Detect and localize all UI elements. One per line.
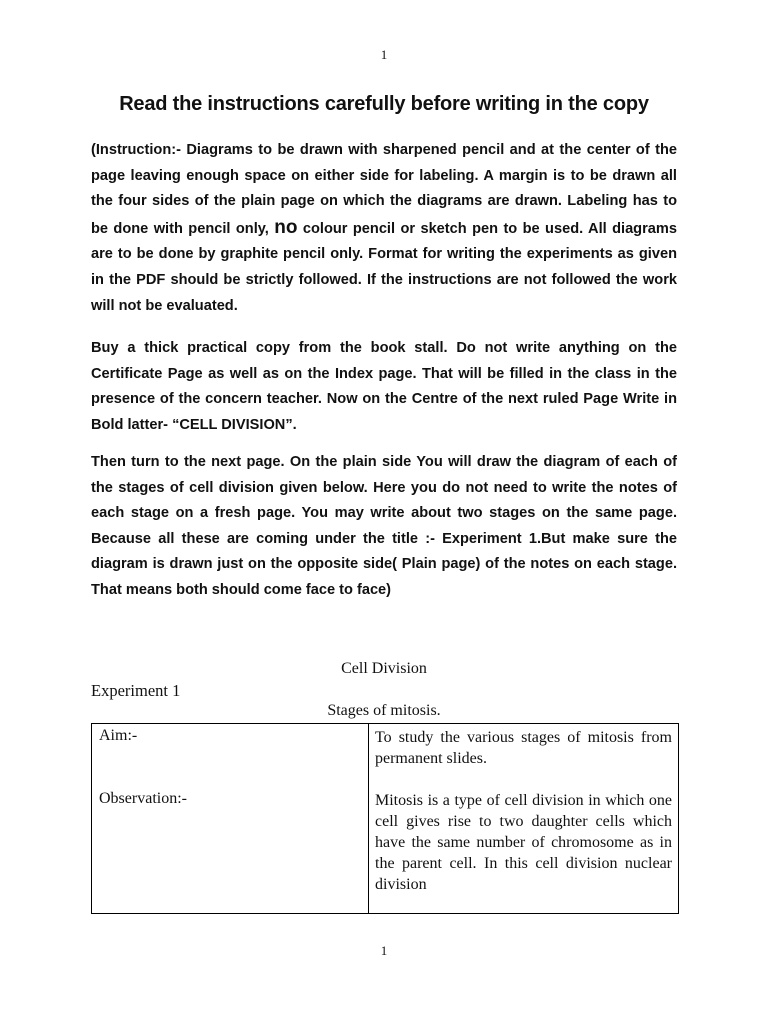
copy-purchase-paragraph: Buy a thick practical copy from the book stall. Do not write anything on the Certificate Page as well as on the Index page. That will be filled in the class in the presence of the concern teacher. Now on the Centre of the next ruled Page Write in Bold latter- “CELL DIVISION”. (91, 340, 677, 433)
experiment-label: Experiment 1 (91, 681, 181, 700)
observation-label: Observation:- (99, 790, 187, 807)
stages-title: Stages of mitosis. (327, 702, 441, 719)
cell-division-title: Cell Division (341, 660, 427, 677)
instruction-emphasis-no: no (274, 216, 298, 238)
page-heading: Read the instructions carefully before writing in the copy (119, 93, 649, 115)
table-column-divider (368, 724, 369, 913)
experiment-table (91, 723, 679, 914)
page-number-top: 1 (380, 47, 388, 62)
page-number-bottom: 1 (380, 943, 388, 958)
aim-text: To study the various stages of mitosis from permanent slides. (375, 729, 672, 767)
aim-label: Aim:- (99, 727, 138, 744)
instruction-text-start: (Instruction:- Diagrams to be drawn with sharpened pencil and at the center of the page leaving enough space on either side for labeling. A margin is to be drawn all the four sides of the plain page on which the diagrams are drawn. Labeling has to be done with pencil only, (91, 142, 677, 237)
instruction-paragraph (91, 138, 677, 319)
diagram-placement-paragraph: Then turn to the next page. On the plain side You will draw the diagram of each of the stages of cell division given below. Here you do not need to write the notes of each stage on a fresh page. You may write about two stages on the same page. Because all these are coming under the title :- Experiment 1.But make sure the diagram is drawn just on the opposite side( Plain page) of the notes on each stage. That means both should come face to face) (91, 454, 677, 598)
observation-text: Mitosis is a type of cell division in which one cell gives rise to two daughter cells which have the same number of chromosome as in the parent cell. In this cell division nuclear division (375, 792, 672, 893)
instruction-text-end: colour pencil or sketch pen to be used. All diagrams are to be done by graphite pencil only. Format for writing the experiments as given in the PDF should be strictly followed. If the instructions are not followed the work will not be evaluated. (91, 220, 677, 314)
